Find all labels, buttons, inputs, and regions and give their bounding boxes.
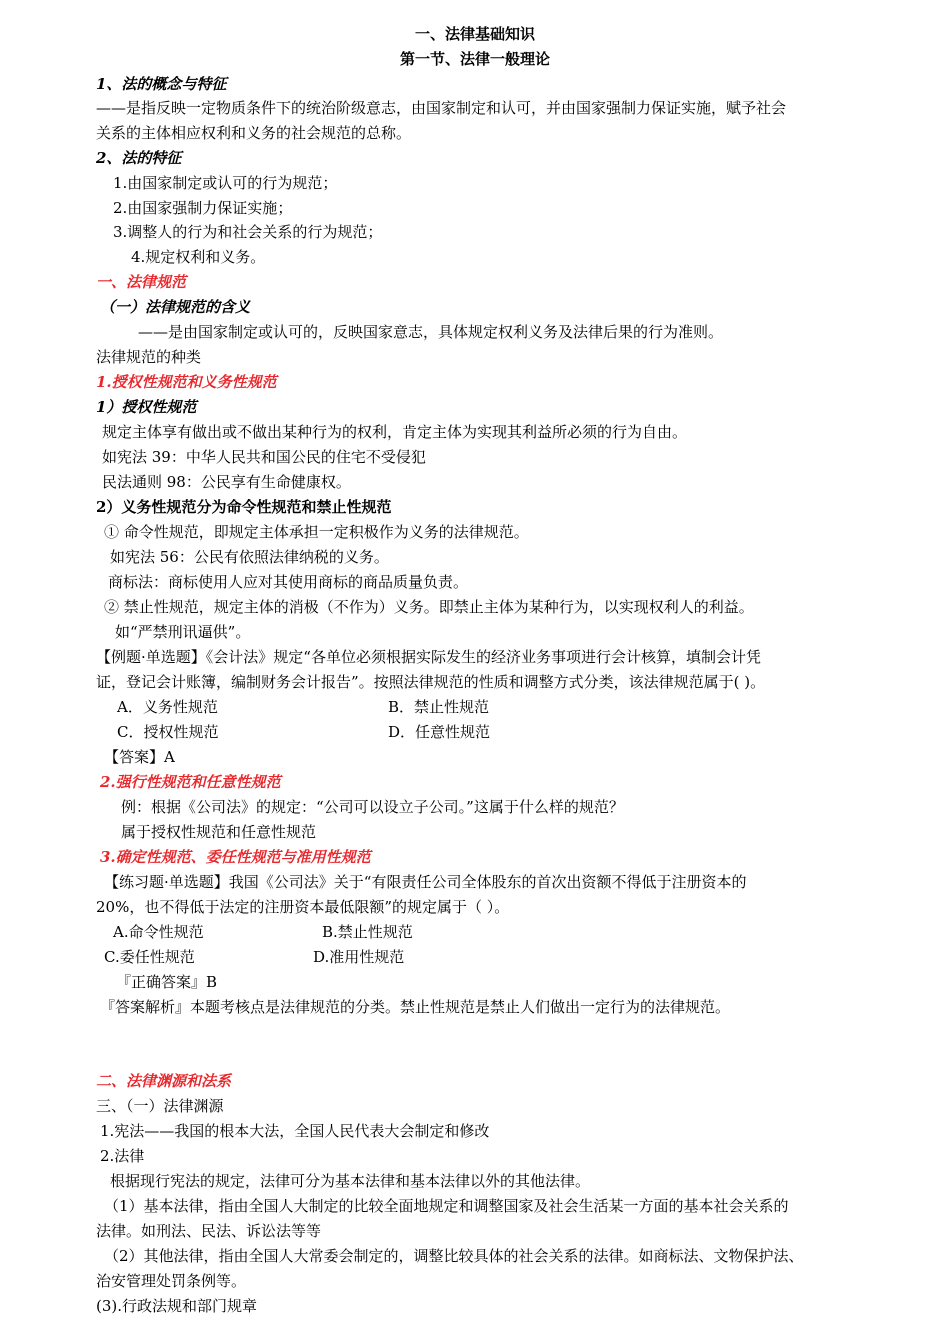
paragraph-basic-law-2: 法律。如刑法、民法、诉讼法等等 [96,1222,322,1240]
option-d: D.准用性规范 [313,948,405,966]
paragraph-example: 例：根据《公司法》的规定：“公司可以设立子公司。”这属于什么样的规范？ [121,798,624,816]
section-subtitle: 第一节、法律一般理论 [399,50,550,68]
paragraph-example: 如宪法 39：中华人民共和国公民的住宅不受侵犯 [102,448,426,466]
paragraph-example: 商标法：商标使用人应对其使用商标的商品质量负责。 [108,573,469,591]
feature-item: 3.调整人的行为和社会关系的行为规范； [113,223,383,241]
text-norms-types: 法律规范的种类 [96,348,202,366]
heading-type-2: 2.强行性规范和任意性规范 [100,773,281,791]
option-a: A．义务性规范 [117,698,218,716]
option-c: C．授权性规范 [117,723,219,741]
heading-obligatory-norm: 2）义务性规范分为命令性规范和禁止性规范 [96,498,392,516]
feature-item: 2.由国家强制力保证实施； [113,199,293,217]
option-b: B．禁止性规范 [388,698,490,716]
document-title: 一、法律基础知识 [414,25,535,43]
paragraph-other-law-2: 治安管理处罚条例等。 [96,1272,247,1290]
example-question-1: 【例题·单选题】《会计法》规定“各单位必须根据实际发生的经济业务事项进行会计核算，填制会计凭 [96,648,761,666]
example-question-2: 证，登记会计账簿，编制财务会计报告”。按照法律规范的性质和调整方式分类，该法律规范属于( )。 [96,673,766,691]
paragraph-example: 如宪法 56：公民有依照法律纳税的义务。 [110,548,389,566]
paragraph-example: 如“严禁刑讯逼供”。 [115,623,251,641]
paragraph-law-intro: 根据现行宪法的规定，法律可分为基本法律和基本法律以外的其他法律。 [110,1172,591,1190]
heading-norms-meaning: （一）法律规范的含义 [100,298,251,316]
heading-concept: 1、法的概念与特征 [96,75,227,93]
heading-legal-norms: 一、法律规范 [96,273,187,291]
source-item: 1.宪法——我国的根本大法，全国人民代表大会制定和修改 [100,1122,490,1140]
paragraph-prohibitive-norm: ② 禁止性规范，规定主体的消极（不作为）义务。即禁止主体为某种行为，以实现权利人的利益。 [104,598,754,616]
heading-features: 2、法的特征 [96,149,182,167]
option-d: D．任意性规范 [388,723,491,741]
heading-type-3: 3.确定性规范、委任性规范与准用性规范 [100,848,371,866]
paragraph-answer: 属于授权性规范和任意性规范 [121,823,317,841]
source-item: 2.法律 [100,1147,145,1165]
practice-question-1: 【练习题·单选题】我国《公司法》关于“有限责任公司全体股东的首次出资额不得低于注册资本的 [104,873,747,891]
option-a: A.命令性规范 [113,923,204,941]
feature-item: 4.规定权利和义务。 [131,248,266,266]
answer-analysis: 『答案解析』本题考核点是法律规范的分类。禁止性规范是禁止人们做出一定行为的法律规范。 [100,998,731,1016]
practice-question-2: 20%，也不得低于法定的注册资本最低限额”的规定属于（ ）。 [96,898,510,916]
paragraph-example: 民法通则 98：公民享有生命健康权。 [102,473,351,491]
paragraph-norms-meaning: ——是由国家制定或认可的，反映国家意志，具体规定权利义务及法律后果的行为准则。 [138,323,724,341]
paragraph-other-law-1: （2）其他法律，指由全国人大常委会制定的，调整比较具体的社会关系的法律。如商标法、文物保护法、 [104,1247,804,1265]
heading-authorizing-norm: 1）授权性规范 [96,398,197,416]
heading-type-1: 1.授权性规范和义务性规范 [96,373,277,391]
feature-item: 1.由国家制定或认可的行为规范； [113,174,338,192]
answer-text: 【答案】A [104,748,175,766]
option-b: B.禁止性规范 [322,923,413,941]
paragraph-definition-1: ——是指反映一定物质条件下的统治阶级意志，由国家制定和认可，并由国家强制力保证实施，赋予社会 [96,99,787,117]
paragraph-authorizing-def: 规定主体享有做出或不做出某种行为的权利，肯定主体为实现其利益所必须的行为自由。 [102,423,688,441]
option-c: C.委任性规范 [104,948,195,966]
heading-legal-sources: 二、法律渊源和法系 [96,1072,232,1090]
paragraph-mandatory-norm: ① 命令性规范，即规定主体承担一定积极作为义务的法律规范。 [104,523,529,541]
paragraph-definition-2: 关系的主体相应权利和义务的社会规范的总称。 [96,124,412,142]
heading-sources-sub: 三、（一）法律渊源 [96,1097,224,1115]
source-item: (3).行政法规和部门规章 [96,1297,258,1315]
answer-text: 『正确答案』B [116,973,218,991]
paragraph-basic-law-1: （1）基本法律，指由全国人大制定的比较全面地规定和调整国家及社会生活某一方面的基本社会关系的 [104,1197,789,1215]
